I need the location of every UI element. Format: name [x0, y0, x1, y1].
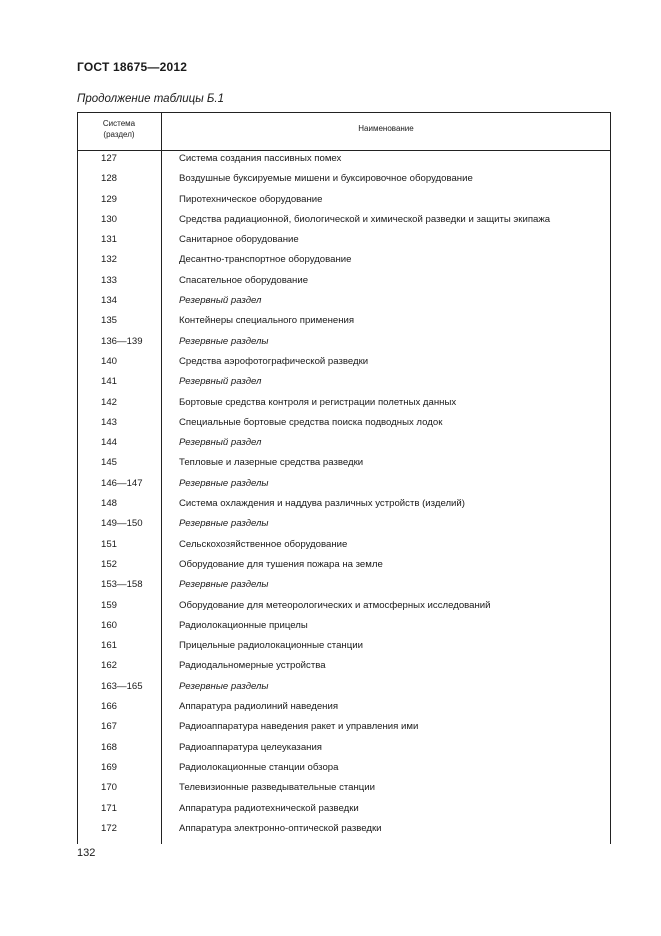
system-code-cell: 162 — [101, 660, 118, 672]
column-header-name: Наименование — [358, 124, 414, 133]
name-cell: Радиодальномерные устройства — [179, 660, 326, 672]
table-row — [77, 477, 611, 497]
name-cell: Аппаратура радиолиний наведения — [179, 701, 339, 713]
table-row — [77, 517, 611, 537]
system-code-cell: 161 — [101, 640, 118, 652]
table-row — [77, 294, 611, 314]
system-code-cell: 128 — [101, 173, 118, 185]
name-cell: Спасательное оборудование — [179, 274, 309, 286]
system-code-cell: 167 — [101, 721, 118, 733]
table-row — [77, 639, 611, 659]
column-header-system-line2: (раздел) — [103, 130, 135, 139]
table-row — [77, 253, 611, 273]
name-cell: Телевизионные разведывательные станции — [179, 782, 376, 794]
name-cell: Резервные разделы — [179, 335, 269, 347]
document-title: ГОСТ 18675—2012 — [77, 60, 188, 74]
name-cell: Система создания пассивных помех — [179, 153, 342, 164]
system-code-cell: 153—158 — [101, 579, 143, 591]
system-code-cell: 148 — [101, 498, 118, 510]
name-cell: Десантно-транспортное оборудование — [179, 254, 352, 266]
system-code-cell: 130 — [101, 213, 118, 225]
table-row — [77, 274, 611, 294]
name-cell: Оборудование для тушения пожара на земле — [179, 558, 383, 570]
name-cell: Санитарное оборудование — [179, 234, 299, 246]
name-cell: Воздушные буксируемые мишени и буксировочное оборудование — [179, 173, 473, 185]
name-cell: Пиротехническое оборудование — [179, 193, 323, 205]
table-row — [77, 193, 611, 213]
column-header-system-line1: Система — [102, 119, 136, 128]
table-row — [77, 436, 611, 456]
table-row — [77, 152, 611, 172]
table-row — [77, 456, 611, 476]
name-cell: Резервный раздел — [179, 295, 262, 307]
name-cell: Сельскохозяйственное оборудование — [179, 538, 348, 550]
table-body — [77, 152, 611, 842]
column-header-system — [77, 118, 161, 140]
table-row — [77, 700, 611, 720]
table-row — [77, 497, 611, 517]
table-row — [77, 781, 611, 801]
system-code-cell: 133 — [101, 274, 118, 286]
system-code-cell: 141 — [101, 376, 118, 388]
system-code-cell: 152 — [101, 558, 118, 570]
system-code-cell: 135 — [101, 315, 118, 327]
table-row — [77, 314, 611, 334]
name-cell: Резервные разделы — [179, 477, 269, 489]
name-cell: Радиолокационные станции обзора — [179, 761, 339, 773]
classification-table — [77, 112, 611, 844]
system-code-cell: 149—150 — [101, 518, 143, 530]
table-row — [77, 558, 611, 578]
system-code-cell: 151 — [101, 538, 118, 550]
table-row — [77, 680, 611, 700]
name-cell: Оборудование для метеорологических и атмосферных исследований — [179, 599, 491, 611]
table-row — [77, 822, 611, 842]
table-row — [77, 213, 611, 233]
name-cell: Резервные разделы — [179, 518, 269, 530]
system-code-cell: 143 — [101, 416, 118, 428]
table-row — [77, 396, 611, 416]
system-code-cell: 169 — [101, 761, 118, 773]
system-code-cell: 131 — [101, 234, 118, 246]
table-row — [77, 375, 611, 395]
name-cell: Контейнеры специального применения — [179, 315, 355, 327]
system-code-cell: 144 — [101, 437, 118, 449]
name-cell: Средства аэрофотографической разведки — [179, 355, 369, 367]
table-row — [77, 233, 611, 253]
name-cell: Резервный раздел — [179, 437, 262, 449]
name-cell: Резервные разделы — [179, 579, 269, 591]
name-cell: Радиоаппаратура целеуказания — [179, 741, 323, 753]
table-row — [77, 599, 611, 619]
table-row — [77, 172, 611, 192]
name-cell: Тепловые и лазерные средства разведки — [179, 457, 364, 469]
table-row — [77, 578, 611, 598]
system-code-cell: 172 — [101, 822, 118, 834]
system-code-cell: 145 — [101, 457, 118, 469]
name-cell: Аппаратура радиотехнической разведки — [179, 802, 359, 814]
table-row — [77, 802, 611, 822]
system-code-cell: 136—139 — [101, 335, 143, 347]
system-code-cell: 132 — [101, 254, 118, 266]
table-row — [77, 659, 611, 679]
name-cell: Специальные бортовые средства поиска подводных лодок — [179, 416, 443, 428]
system-code-cell: 127 — [101, 153, 118, 164]
table-row — [77, 416, 611, 436]
table-header-divider — [77, 150, 611, 151]
name-cell: Резервный раздел — [179, 376, 262, 388]
name-cell: Радиоаппаратура наведения ракет и управления ими — [179, 721, 419, 733]
system-code-cell: 140 — [101, 355, 118, 367]
table-row — [77, 720, 611, 740]
table-row — [77, 761, 611, 781]
table-row — [77, 355, 611, 375]
name-cell: Бортовые средства контроля и регистрации полетных данных — [179, 396, 457, 408]
name-cell: Резервные разделы — [179, 680, 269, 692]
table-top-border — [77, 112, 611, 113]
table-row — [77, 619, 611, 639]
table-row — [77, 538, 611, 558]
system-code-cell: 166 — [101, 701, 118, 713]
table-row — [77, 335, 611, 355]
table-row — [77, 741, 611, 761]
page-number: 132 — [77, 847, 96, 859]
name-cell: Система охлаждения и наддува различных устройств (изделий) — [179, 498, 465, 510]
name-cell: Радиолокационные прицелы — [179, 619, 308, 631]
name-cell: Прицельные радиолокационные станции — [179, 640, 363, 652]
system-code-cell: 142 — [101, 396, 118, 408]
system-code-cell: 160 — [101, 619, 118, 631]
system-code-cell: 146—147 — [101, 477, 143, 489]
system-code-cell: 129 — [101, 193, 118, 205]
table-caption: Продолжение таблицы Б.1 — [77, 93, 224, 105]
system-code-cell: 134 — [101, 295, 118, 307]
system-code-cell: 163—165 — [101, 680, 143, 692]
system-code-cell: 168 — [101, 741, 118, 753]
system-code-cell: 171 — [101, 802, 118, 814]
name-cell: Средства радиационной, биологической и химической разведки и защиты экипажа — [179, 213, 551, 225]
system-code-cell: 159 — [101, 599, 118, 611]
system-code-cell: 170 — [101, 782, 118, 794]
name-cell: Аппаратура электронно-оптической разведки — [179, 822, 382, 834]
